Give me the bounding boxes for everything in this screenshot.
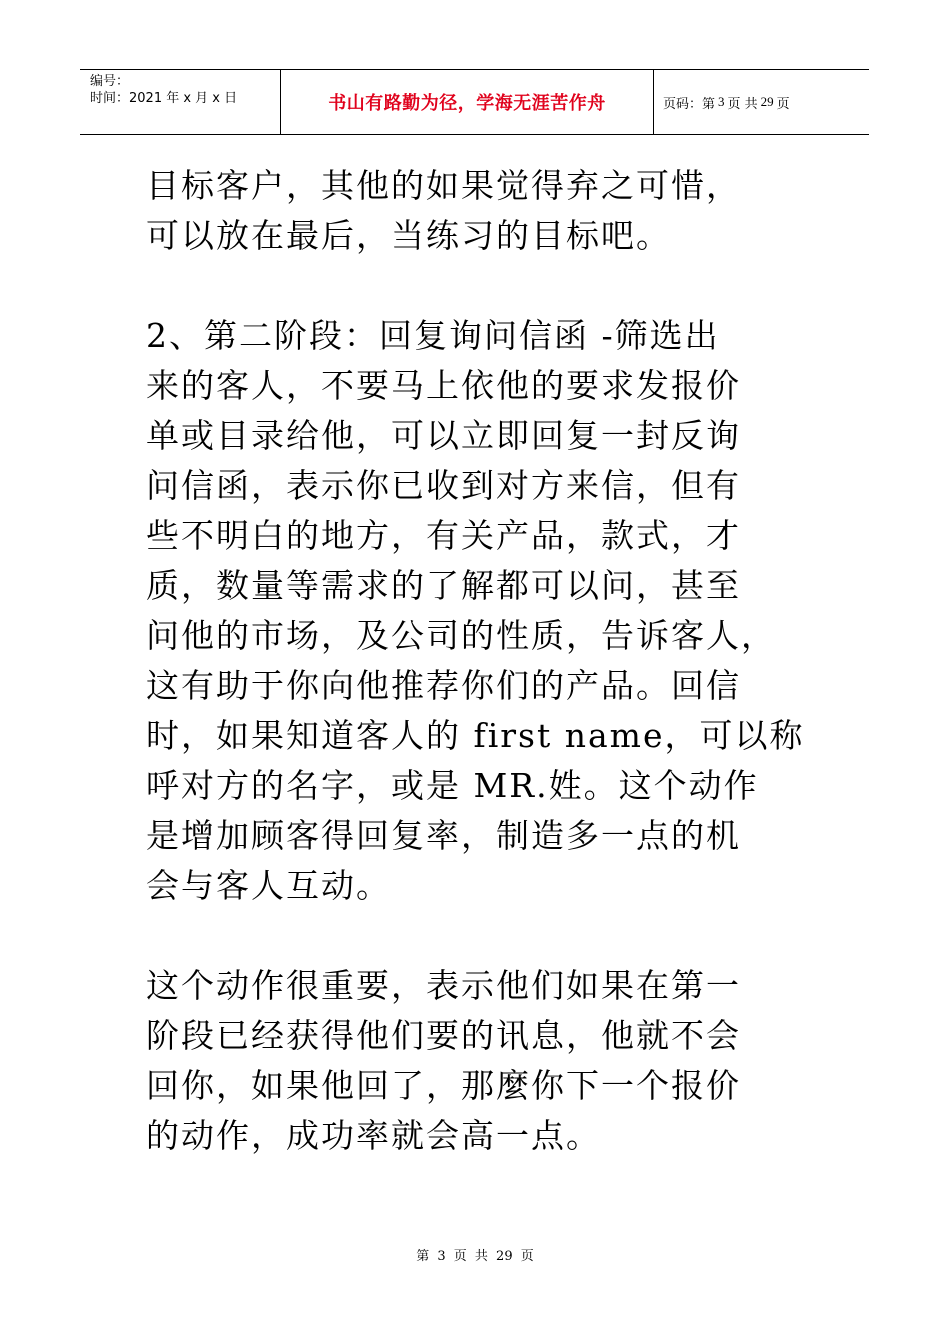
body-line: 这有助于你向他推荐你们的产品。回信 xyxy=(146,666,741,705)
body-line: 的动作，成功率就会高一点。 xyxy=(146,1116,601,1155)
page-header xyxy=(80,69,869,135)
page-current: 3 xyxy=(718,94,725,109)
body-line: 问信函，表示你已收到对方来信，但有 xyxy=(146,466,741,505)
page-prefix: 页码：第 xyxy=(663,96,716,112)
body-line: 来的客人，不要马上依他的要求发报价 xyxy=(146,366,741,405)
page-suffix: 页 xyxy=(776,96,790,112)
body-line: 阶段已经获得他们要的讯息，他就不会 xyxy=(146,1016,741,1055)
document-number-label: 编号： xyxy=(90,74,130,89)
body-line: 可以放在最后，当练习的目标吧。 xyxy=(146,216,671,255)
body-line: 呼对方的名字，或是 MR.姓。这个动作 xyxy=(146,766,759,805)
body-line: 会与客人互动。 xyxy=(146,866,391,905)
body-line: 些不明白的地方，有关产品，款式，才 xyxy=(146,516,741,555)
body-line: 是增加顾客得回复率，制造多一点的机 xyxy=(146,816,741,855)
document-date-label: 时间：2021 年 x 月 x 日 xyxy=(90,91,238,106)
body-line: 单或目录给他，可以立即回复一封反询 xyxy=(146,416,741,455)
header-motto: 书山有路勤为径，学海无涯苦作舟 xyxy=(328,93,606,114)
page-total: 29 xyxy=(760,94,774,109)
page-footer: 第 3 页 共 29 页 xyxy=(416,1249,534,1264)
body-line: 回你，如果他回了，那麼你下一个报价 xyxy=(146,1066,741,1105)
body-line: 这个动作很重要，表示他们如果在第一 xyxy=(146,966,741,1005)
body-line: 2、第二阶段：回复询问信函 -筛选出 xyxy=(146,316,720,355)
header-page-info xyxy=(654,70,869,134)
body-line: 时，如果知道客人的 first name，可以称 xyxy=(146,716,805,755)
page-middle: 页 共 xyxy=(727,96,758,112)
body-line: 问他的市场，及公司的性质，告诉客人， xyxy=(146,616,776,655)
body-line: 目标客户，其他的如果觉得弃之可惜， xyxy=(146,166,741,205)
header-motto-cell xyxy=(280,70,654,134)
document-body xyxy=(146,161,816,1161)
body-line: 质，数量等需求的了解都可以问，甚至 xyxy=(146,566,741,605)
header-meta xyxy=(80,70,280,134)
